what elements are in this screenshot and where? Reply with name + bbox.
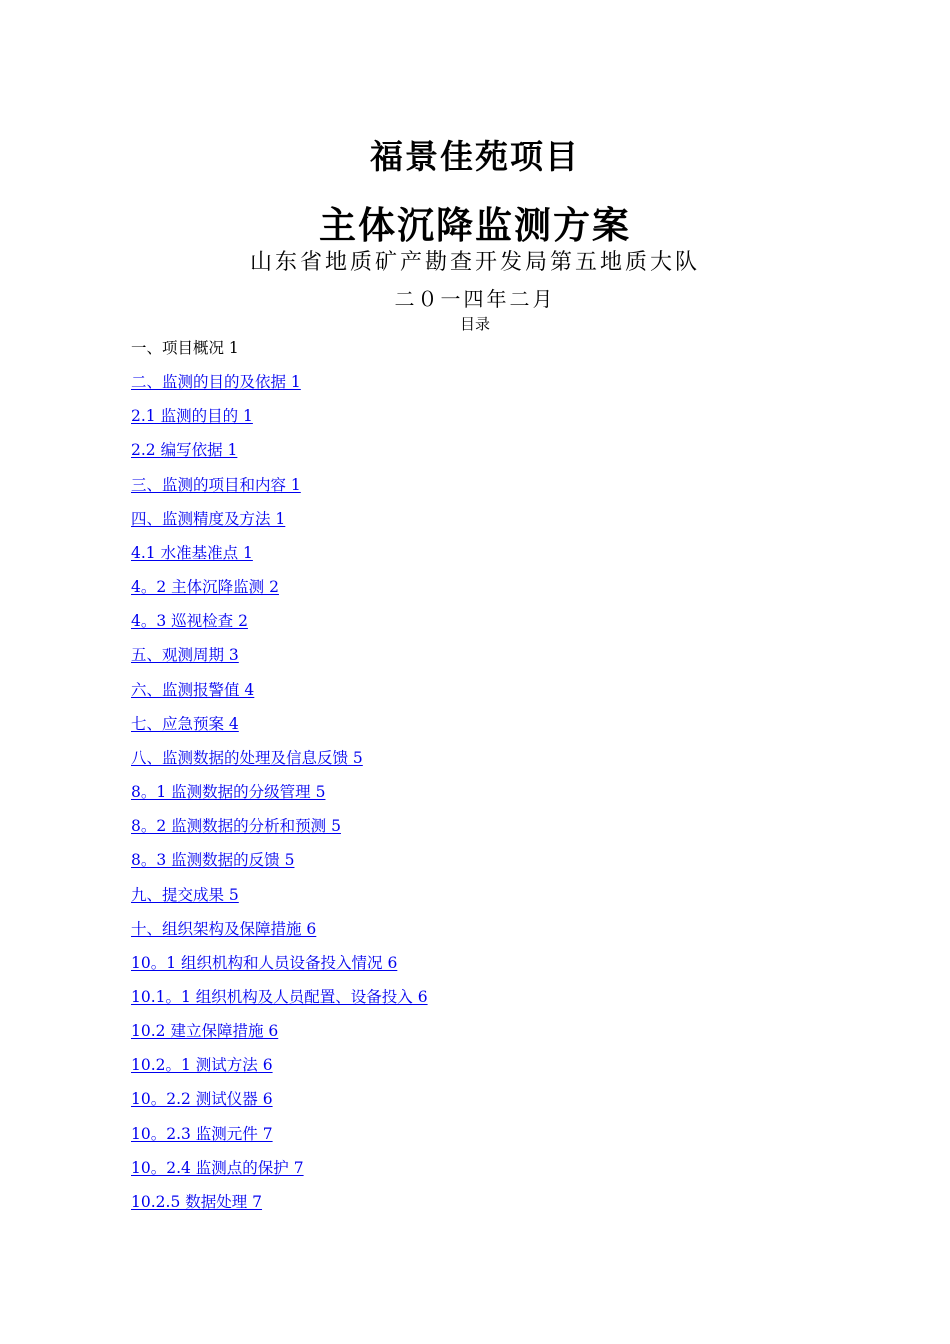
toc-link[interactable]: 10。2.2 测试仪器 6 bbox=[131, 1090, 273, 1109]
toc-link[interactable]: 4.1 水准基准点 1 bbox=[131, 543, 253, 562]
toc-link[interactable]: 2.1 监测的目的 1 bbox=[131, 407, 253, 426]
toc-entry bbox=[131, 337, 831, 371]
toc-link[interactable]: 10.2.5 数据处理 7 bbox=[131, 1192, 263, 1211]
toc-entry[interactable] bbox=[131, 1123, 831, 1157]
toc-entry[interactable] bbox=[131, 439, 831, 473]
toc-entry[interactable] bbox=[131, 1020, 831, 1054]
toc-entry[interactable] bbox=[131, 747, 831, 781]
toc-entry[interactable] bbox=[131, 474, 831, 508]
toc-link[interactable]: 八、监测数据的处理及信息反馈 5 bbox=[131, 748, 363, 767]
toc-link[interactable]: 8。1 监测数据的分级管理 5 bbox=[131, 783, 326, 802]
toc-entry[interactable] bbox=[131, 508, 831, 542]
toc-link[interactable]: 4。2 主体沉降监测 2 bbox=[131, 578, 279, 597]
document-date: 二０一四年二月 bbox=[394, 287, 556, 311]
toc-entry[interactable] bbox=[131, 679, 831, 713]
toc-heading: 目录 bbox=[459, 315, 490, 333]
toc-link[interactable]: 六、监测报警值 4 bbox=[131, 680, 255, 699]
toc-link[interactable]: 九、提交成果 5 bbox=[131, 885, 239, 904]
toc-entry[interactable] bbox=[131, 884, 831, 918]
toc-entry[interactable] bbox=[131, 918, 831, 952]
toc-link[interactable]: 二、监测的目的及依据 1 bbox=[131, 373, 301, 392]
toc-entry[interactable] bbox=[131, 849, 831, 883]
toc-link[interactable]: 四、监测精度及方法 1 bbox=[131, 509, 286, 528]
toc-entry[interactable] bbox=[131, 781, 831, 815]
toc-entry[interactable] bbox=[131, 952, 831, 986]
toc-entry[interactable] bbox=[131, 815, 831, 849]
toc-link[interactable]: 10.1。1 组织机构及人员配置、设备投入 6 bbox=[131, 987, 428, 1006]
toc-link[interactable]: 五、观测周期 3 bbox=[131, 646, 239, 665]
toc-entry[interactable] bbox=[131, 1191, 831, 1225]
toc-text: 一、项目概况 1 bbox=[131, 339, 239, 357]
toc-link[interactable]: 10.2。1 测试方法 6 bbox=[131, 1056, 273, 1075]
document-subtitle: 主体沉降监测方案 bbox=[319, 204, 631, 247]
toc-entry[interactable] bbox=[131, 371, 831, 405]
toc-link[interactable]: 三、监测的项目和内容 1 bbox=[131, 475, 301, 494]
toc-link[interactable]: 十、组织架构及保障措施 6 bbox=[131, 919, 317, 938]
toc-link[interactable]: 8。2 监测数据的分析和预测 5 bbox=[131, 817, 341, 836]
toc-link[interactable]: 8。3 监测数据的反馈 5 bbox=[131, 851, 295, 870]
toc-link[interactable]: 10.2 建立保障措施 6 bbox=[131, 1022, 279, 1041]
toc-entry[interactable] bbox=[131, 713, 831, 747]
toc-link[interactable]: 七、应急预案 4 bbox=[131, 714, 239, 733]
document-title: 福景佳苑项目 bbox=[370, 137, 580, 176]
toc-entry[interactable] bbox=[131, 644, 831, 678]
toc-link[interactable]: 4。3 巡视检查 2 bbox=[131, 612, 248, 631]
toc-link[interactable]: 2.2 编写依据 1 bbox=[131, 441, 238, 460]
toc-entry[interactable] bbox=[131, 610, 831, 644]
toc-entry[interactable] bbox=[131, 1088, 831, 1122]
toc-entry[interactable] bbox=[131, 405, 831, 439]
toc-entry[interactable] bbox=[131, 576, 831, 610]
toc-link[interactable]: 10。2.3 监测元件 7 bbox=[131, 1124, 273, 1143]
toc-link[interactable]: 10。1 组织机构和人员设备投入情况 6 bbox=[131, 953, 398, 972]
toc-link[interactable]: 10。2.4 监测点的保护 7 bbox=[131, 1158, 304, 1177]
toc-entry[interactable] bbox=[131, 542, 831, 576]
toc-entry[interactable] bbox=[131, 1157, 831, 1191]
toc-entry[interactable] bbox=[131, 1054, 831, 1088]
toc-entry[interactable] bbox=[131, 986, 831, 1020]
organization-name: 山东省地质矿产勘查开发局第五地质大队 bbox=[249, 250, 700, 275]
table-of-contents bbox=[131, 337, 831, 1225]
